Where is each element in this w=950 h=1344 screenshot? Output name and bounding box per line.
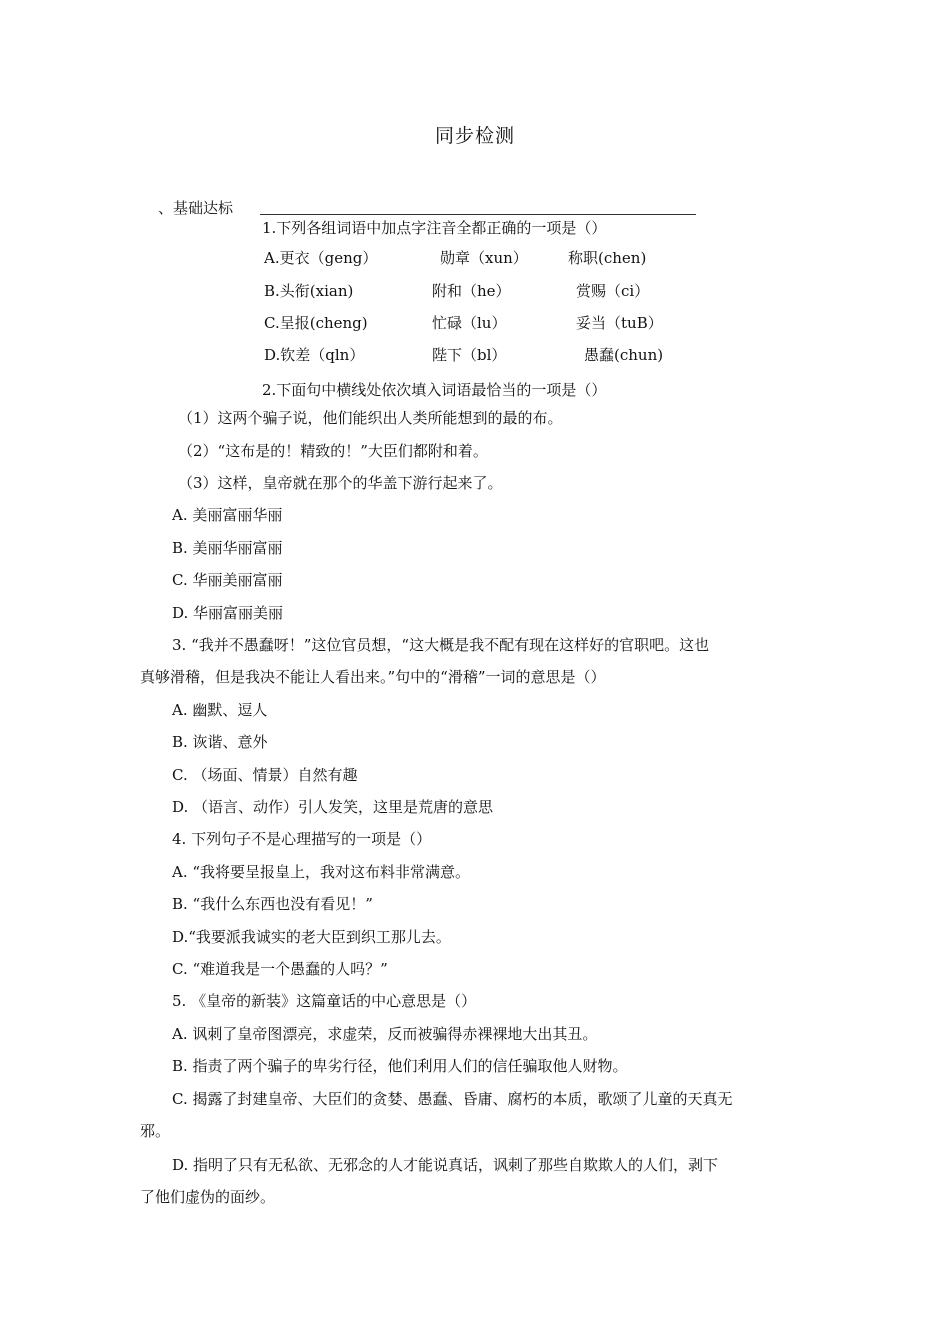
q1-option-d-2: 陛下（bl） [432, 346, 507, 364]
q1-option-b-3: 赏赐（ci） [576, 282, 650, 300]
q3-option-c: C. （场面、情景）自然有趣 [172, 766, 358, 784]
q2-stem: 2.下面句中横线处依次填入词语最恰当的一项是（） [262, 381, 607, 399]
q1-stem: 1.下列各组词语中加点字注音全都正确的一项是（） [262, 219, 607, 237]
q1-option-d-3: 愚蠢(chun) [584, 346, 664, 364]
q1-option-a-1: A.更衣（geng） [264, 249, 378, 267]
q5-option-b: B. 指责了两个骗子的卑劣行径，他们利用人们的信任骗取他人财物。 [172, 1057, 628, 1075]
q3-option-a: A. 幽默、逗人 [172, 701, 268, 719]
q5-option-d-line-1: D. 指明了只有无私欲、无邪念的人才能说真话，讽刺了那些自欺欺人的人们，剥下 [172, 1156, 719, 1174]
q1-option-a-2: 勋章（xun） [440, 249, 528, 267]
q4-option-b: B. “我什么东西也没有看见！” [172, 895, 373, 913]
q2-option-b: B. 美丽华丽富丽 [172, 539, 283, 557]
q5-option-c-line-2: 邪。 [140, 1122, 171, 1140]
q1-option-b-2: 附和（he） [432, 282, 511, 300]
q2-option-a: A. 美丽富丽华丽 [172, 506, 283, 524]
section-heading: 、基础达标 [158, 199, 234, 217]
q2-sentence-3: （3）这样，皇帝就在那个的华盖下游行起来了。 [178, 474, 503, 492]
q3-option-d: D. （语言、动作）引人发笑，这里是荒唐的意思 [172, 798, 494, 816]
section-rule [260, 214, 696, 215]
q1-option-b-1: B.头衔(xian) [264, 282, 354, 300]
q3-stem-line-2: 真够滑稽，但是我决不能让人看出来。”句中的“滑稽”一词的意思是（） [140, 668, 606, 686]
q2-sentence-1: （1）这两个骗子说，他们能织出人类所能想到的最的布。 [178, 409, 563, 427]
q4-option-a: A. “我将要呈报皇上，我对这布料非常满意。 [172, 863, 471, 881]
page-title: 同步检测 [434, 125, 515, 147]
q1-option-d-1: D.钦差（qln） [264, 346, 365, 364]
q1-option-c-3: 妥当（tuB） [576, 314, 663, 332]
q3-option-b: B. 诙谐、意外 [172, 733, 268, 751]
q4-stem: 4. 下列句子不是心理描写的一项是（） [172, 830, 432, 848]
q5-option-c-line-1: C. 揭露了封建皇帝、大臣们的贪婪、愚蠢、昏庸、腐朽的本质，歌颂了儿童的天真无 [172, 1090, 733, 1108]
q4-option-d: D.“我要派我诚实的老大臣到织工那儿去。 [172, 928, 451, 946]
q2-option-c: C. 华丽美丽富丽 [172, 571, 283, 589]
q1-option-c-1: C.呈报(cheng) [264, 314, 368, 332]
q5-option-a: A. 讽刺了皇帝图漂亮，求虚荣，反而被骗得赤裸裸地大出其丑。 [172, 1025, 598, 1043]
q5-option-d-line-2: 了他们虚伪的面纱。 [140, 1188, 276, 1206]
q2-sentence-2: （2）“这布是的！精致的！”大臣们都附和着。 [178, 442, 488, 460]
q1-option-a-3: 称职(chen) [568, 249, 647, 267]
q4-option-c: C. “难道我是一个愚蠢的人吗？” [172, 960, 388, 978]
q5-stem: 5. 《皇帝的新装》这篇童话的中心意思是（） [172, 992, 477, 1010]
q2-option-d: D. 华丽富丽美丽 [172, 604, 284, 622]
q1-option-c-2: 忙碌（lu） [432, 314, 507, 332]
q3-stem-line-1: 3. “我并不愚蠢呀！”这位官员想，“这大概是我不配有现在这样好的官职吧。这也 [172, 636, 710, 654]
